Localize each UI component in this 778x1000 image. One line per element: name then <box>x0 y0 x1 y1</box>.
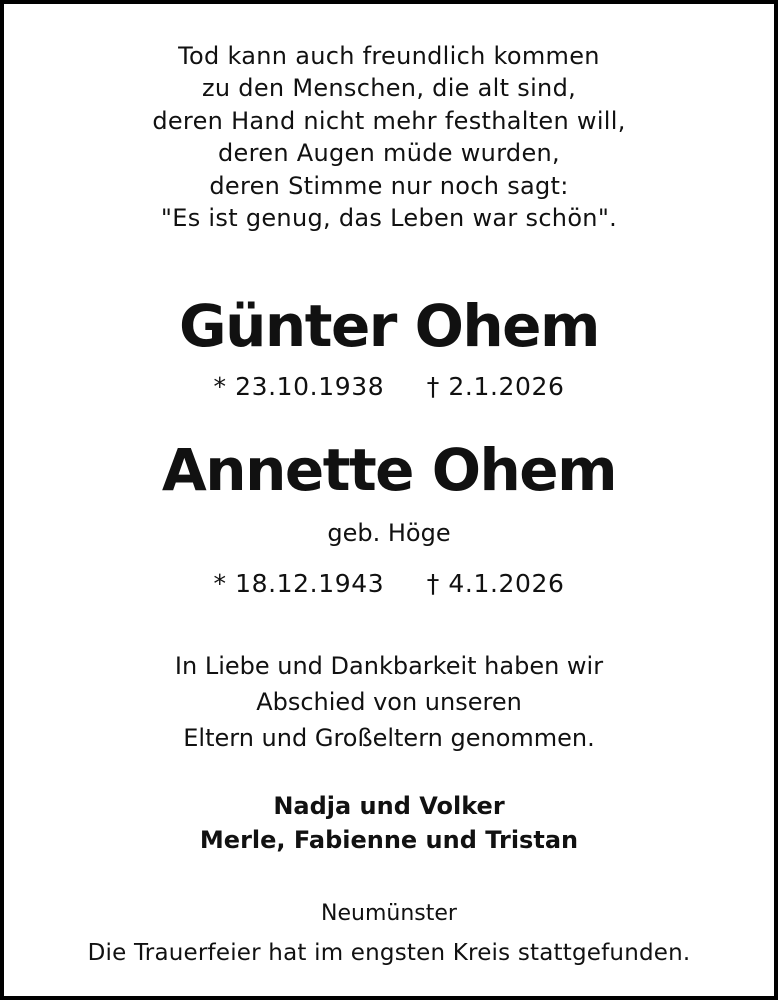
birth-date: * 18.12.1943 <box>213 569 385 598</box>
death-date: † 2.1.2026 <box>426 372 565 401</box>
place-name: Neumünster <box>321 901 457 926</box>
family-signature <box>4 789 774 857</box>
poem-line: zu den Menschen, die alt sind, <box>201 74 577 103</box>
poem <box>4 40 774 234</box>
poem-line: "Es ist genug, das Leben war schön". <box>160 204 618 233</box>
poem-line: deren Stimme nur noch sagt: <box>209 171 569 200</box>
family-line: Merle, Fabienne und Tristan <box>199 826 579 854</box>
birth-date: * 23.10.1938 <box>213 372 385 401</box>
thanks-line: Abschied von unseren <box>256 688 522 716</box>
family-line: Nadja und Volker <box>273 792 505 820</box>
deceased-name-annette: Annette Ohem <box>161 436 617 504</box>
life-dates-annette <box>4 569 774 598</box>
life-dates-guenter <box>4 372 774 401</box>
thanks-line: Eltern und Großeltern genommen. <box>183 724 595 752</box>
death-date: † 4.1.2026 <box>426 569 565 598</box>
deceased-name-guenter: Günter Ohem <box>179 292 599 360</box>
thanks-text <box>4 648 774 756</box>
maiden-name: geb. Höge <box>327 519 451 547</box>
poem-line: Tod kann auch freundlich kommen <box>178 42 600 70</box>
poem-line: deren Augen müde wurden, <box>218 139 560 168</box>
poem-line: deren Hand nicht mehr festhalten will, <box>152 106 626 135</box>
thanks-line: In Liebe und Dankbarkeit haben wir <box>174 652 604 680</box>
ceremony-note: Die Trauerfeier hat im engsten Kreis stattgefunden. <box>87 940 691 966</box>
